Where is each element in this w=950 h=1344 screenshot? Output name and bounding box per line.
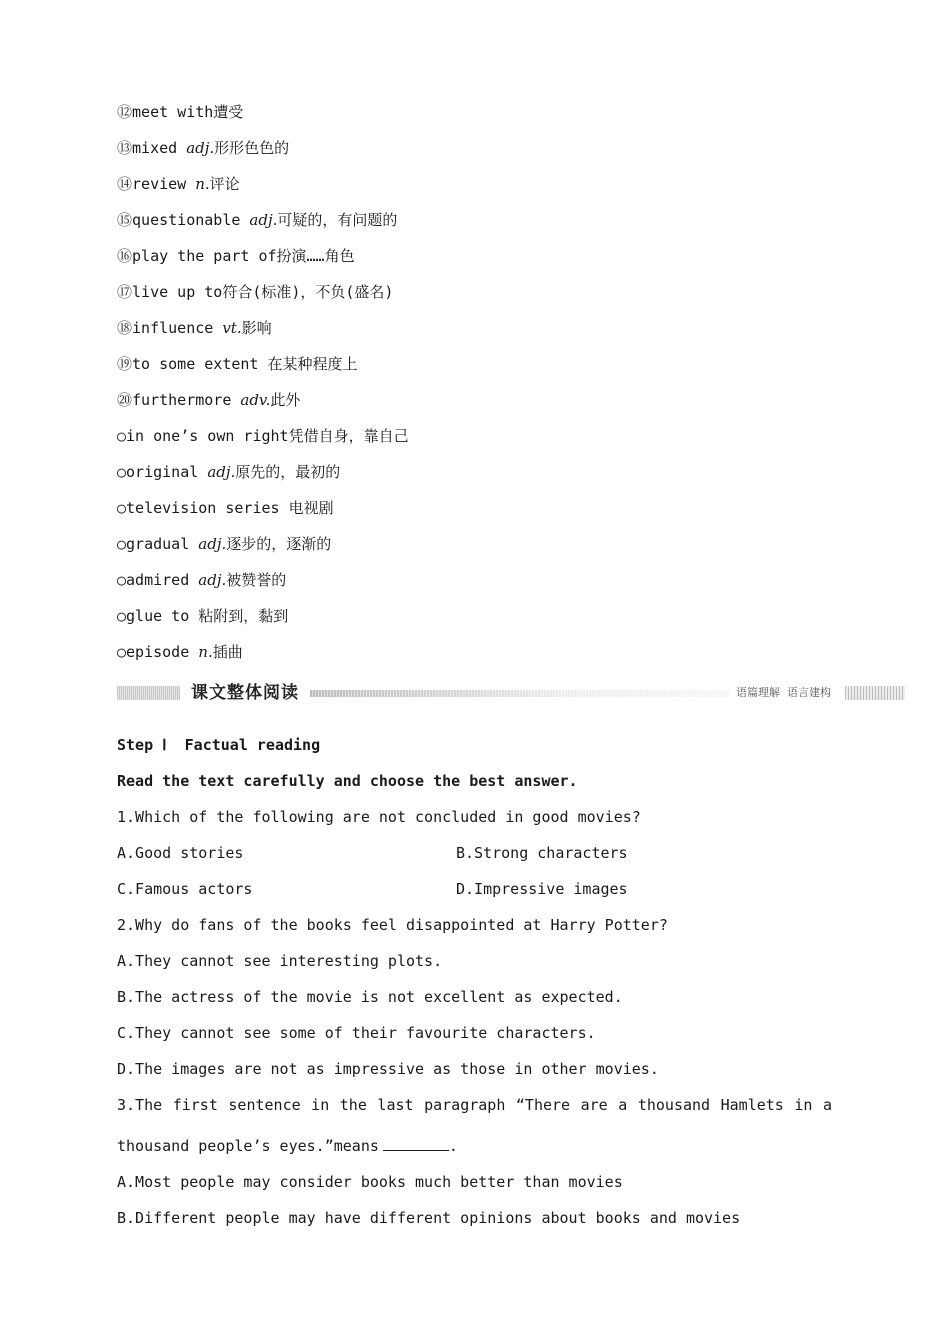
vocab-english: questionable [132, 211, 250, 229]
vocab-english: original [126, 463, 208, 481]
vocab-chinese: 评论 [209, 175, 240, 193]
vocab-chinese: 可疑的，有问题的 [277, 211, 398, 229]
vocab-english: mixed [132, 139, 187, 157]
question-2-option-b: B.The actress of the movie is not excellent as expected. [117, 988, 623, 1006]
vocab-chinese: 遭受 [213, 103, 244, 121]
step-heading: Step Ⅰ Factual reading [117, 736, 321, 754]
item-marker: ⑭ [117, 175, 133, 193]
vocab-pos: n. [195, 175, 210, 193]
question-2-stem: 2.Why do fans of the books feel disappointed at Harry Potter? [117, 916, 668, 934]
vocab-item [117, 138, 289, 158]
banner-subtitle: 语篇理解 语言建构 [736, 686, 831, 699]
vocab-english: in one’s own right [126, 427, 289, 445]
vocab-item [117, 174, 240, 194]
vocab-item [117, 642, 243, 662]
vocab-english: television series [126, 499, 289, 517]
item-marker: ⑬ [117, 139, 133, 157]
vocab-chinese: 逐步的，逐渐的 [226, 535, 332, 553]
item-marker: ○ [117, 499, 127, 517]
vocab-item [117, 246, 355, 266]
question-3-option-b: B.Different people may have different opinions about books and movies [117, 1209, 741, 1227]
vocab-chinese: 在某种程度上 [267, 355, 358, 373]
vocab-chinese: 原先的，最初的 [235, 463, 341, 481]
item-marker: ○ [117, 535, 127, 553]
vocab-english: play the part of [132, 247, 277, 265]
banner-title: 课文整体阅读 [191, 683, 299, 703]
vocab-pos: adj. [198, 571, 227, 589]
vocab-pos: adj. [186, 139, 215, 157]
vocab-item [117, 426, 409, 446]
vocab-chinese: 凭借自身，靠自己 [288, 427, 409, 445]
vocab-english: gradual [126, 535, 199, 553]
vocab-item [117, 282, 393, 302]
vocab-chinese: 扮演……角色 [276, 247, 355, 265]
item-marker: ○ [117, 427, 127, 445]
vocab-pos: vt. [222, 319, 242, 337]
vocab-item [117, 102, 243, 122]
item-marker: ⑫ [117, 103, 133, 121]
question-3-option-a: A.Most people may consider books much better than movies [117, 1173, 623, 1191]
vocab-chinese: 形形色色的 [214, 139, 290, 157]
vocab-english: episode [126, 643, 199, 661]
question-1-stem: 1.Which of the following are not concluded in good movies? [117, 808, 641, 826]
question-1-option-d: D.Impressive images [456, 880, 628, 898]
vocab-chinese: 影响 [241, 319, 272, 337]
question-2-option-a: A.They cannot see interesting plots. [117, 952, 443, 970]
question-1-option-b: B.Strong characters [456, 844, 628, 862]
item-marker: ⑳ [117, 391, 133, 409]
item-marker: ○ [117, 607, 127, 625]
question-3-stem-line1: 3.The first sentence in the last paragraph “There are a thousand Hamlets in a [117, 1096, 832, 1114]
question-1-option-a: A.Good stories [117, 844, 244, 862]
vocab-pos: adj. [207, 463, 236, 481]
vocab-english: live up to [132, 283, 223, 301]
vocab-chinese: 插曲 [212, 643, 243, 661]
banner-right-decoration [845, 686, 905, 700]
vocab-item [117, 354, 358, 374]
step-instruction: Read the text carefully and choose the best answer. [117, 772, 578, 790]
banner-stripes [310, 690, 730, 697]
vocab-chinese: 此外 [270, 391, 301, 409]
vocab-pos: adj. [198, 535, 227, 553]
item-marker: ○ [117, 571, 127, 589]
vocab-english: review [132, 175, 196, 193]
vocab-item [117, 210, 397, 230]
vocab-english: meet with [132, 103, 214, 121]
vocab-item [117, 390, 300, 410]
vocab-item [117, 534, 331, 554]
banner-left-decoration [117, 686, 180, 700]
vocab-chinese: 粘附到，黏到 [198, 607, 289, 625]
question-2-option-d: D.The images are not as impressive as those in other movies. [117, 1060, 659, 1078]
vocab-chinese: 电视剧 [288, 499, 334, 517]
vocab-item [117, 462, 340, 482]
answer-blank [383, 1136, 449, 1151]
question-1-option-c: C.Famous actors [117, 880, 253, 898]
vocab-chinese: 被赞誉的 [226, 571, 287, 589]
item-marker: ⑱ [117, 319, 133, 337]
section-banner [117, 683, 831, 703]
vocab-english: glue to [126, 607, 199, 625]
vocab-pos: adj. [249, 211, 278, 229]
item-marker: ⑯ [117, 247, 133, 265]
vocab-english: admired [126, 571, 199, 589]
vocab-item [117, 318, 272, 338]
vocab-english: influence [132, 319, 223, 337]
vocab-english: furthermore [132, 391, 241, 409]
vocab-pos: adv. [240, 391, 271, 409]
item-marker: ⑲ [117, 355, 133, 373]
item-marker: ○ [117, 643, 127, 661]
vocab-english: to some extent [132, 355, 268, 373]
vocab-chinese: 符合(标准)，不负(盛名) [222, 283, 394, 301]
vocab-pos: n. [198, 643, 213, 661]
vocab-item [117, 570, 286, 590]
vocab-item [117, 606, 288, 626]
question-3-stem-text: thousand people’s eyes.”means [117, 1137, 379, 1155]
item-marker: ⑰ [117, 283, 133, 301]
vocab-item [117, 498, 334, 518]
question-2-option-c: C.They cannot see some of their favourite characters. [117, 1024, 596, 1042]
question-3-stem-end: . [448, 1137, 458, 1155]
item-marker: ○ [117, 463, 127, 481]
question-3-stem-line2 [117, 1136, 458, 1156]
item-marker: ⑮ [117, 211, 133, 229]
